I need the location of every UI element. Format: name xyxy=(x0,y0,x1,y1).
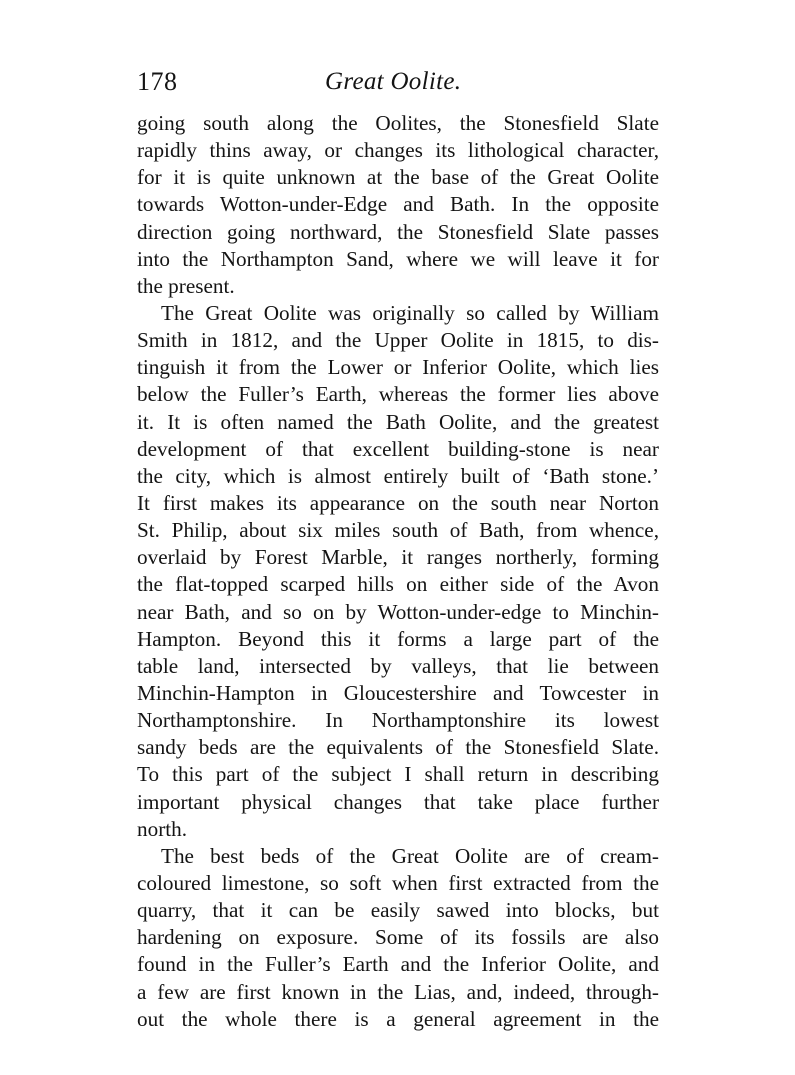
text-line: out the whole there is a general agreement in the xyxy=(137,1006,659,1031)
text-line: table land, intersected by valleys, that lie between xyxy=(137,653,659,678)
text-line: coloured limestone, so soft when first extracted from the xyxy=(137,870,659,895)
text-line: Minchin-Hampton in Gloucestershire and Towcester in xyxy=(137,680,659,705)
text-line: the present. xyxy=(137,273,235,298)
text-line: To this part of the subject I shall return in describing xyxy=(137,762,659,787)
text-line: important physical changes that take place further xyxy=(137,789,659,814)
page-header xyxy=(137,62,659,102)
text-line: direction going northward, the Stonesfield Slate passes xyxy=(137,219,659,244)
text-line: tinguish it from the Lower or Inferior Oolite, which lies xyxy=(137,355,659,380)
body-text xyxy=(137,110,659,1033)
text-line: near Bath, and so on by Wotton-under-edge to Minchin- xyxy=(137,599,659,624)
text-line: Hampton. Beyond this it forms a large part of the xyxy=(137,626,659,651)
text-line: The Great Oolite was originally so called by William xyxy=(161,300,659,325)
text-line: the flat-topped scarped hills on either side of the Avon xyxy=(137,572,659,597)
text-line: for it is quite unknown at the base of the Great Oolite xyxy=(137,165,659,190)
text-line: north. xyxy=(137,816,188,841)
text-line: Smith in 1812, and the Upper Oolite in 1815, to dis- xyxy=(137,328,659,353)
text-line: quarry, that it can be easily sawed into blocks, but xyxy=(137,898,659,923)
text-line: the city, which is almost entirely built of ‘Bath stone.’ xyxy=(137,463,659,488)
text-line: it. It is often named the Bath Oolite, and the greatest xyxy=(137,409,659,434)
page-number: 178 xyxy=(137,67,178,96)
text-line: St. Philip, about six miles south of Bath, from whence, xyxy=(137,518,659,543)
text-line: found in the Fuller’s Earth and the Inferior Oolite, and xyxy=(137,952,659,977)
text-line: Northamptonshire. In Northamptonshire its lowest xyxy=(137,708,659,733)
text-line: hardening on exposure. Some of its fossils are also xyxy=(137,925,659,950)
text-line: towards Wotton-under-Edge and Bath. In the opposite xyxy=(137,192,659,217)
running-title: Great Oolite. xyxy=(325,68,462,95)
text-line: rapidly thins away, or changes its lithological character, xyxy=(137,138,659,163)
text-line: below the Fuller’s Earth, whereas the former lies above xyxy=(137,382,659,407)
text-line: a few are first known in the Lias, and, indeed, through- xyxy=(137,979,659,1004)
text-line: sandy beds are the equivalents of the Stonesfield Slate. xyxy=(137,735,659,760)
text-line: development of that excellent building-stone is near xyxy=(137,436,659,461)
text-line: It first makes its appearance on the south near Norton xyxy=(137,490,659,515)
text-line: overlaid by Forest Marble, it ranges northerly, forming xyxy=(137,545,659,570)
text-line: going south along the Oolites, the Stonesfield Slate xyxy=(137,111,659,135)
text-line: into the Northampton Sand, where we will leave it for xyxy=(137,246,659,271)
text-line: The best beds of the Great Oolite are of cream- xyxy=(161,843,659,868)
